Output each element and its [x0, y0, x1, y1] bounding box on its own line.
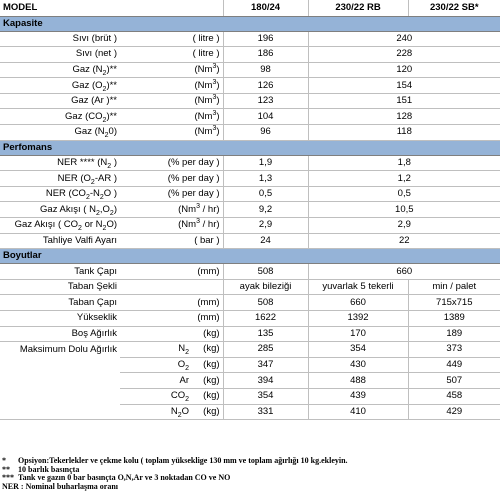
row-unit: ( litre ) [120, 47, 223, 63]
value-230-rb: 660 [308, 295, 408, 311]
value-230: 2,9 [308, 218, 500, 234]
value-180: 1,9 [223, 155, 308, 171]
row-label: Gaz Akışı ( $CO_2$ or $N_2O$) [0, 218, 120, 234]
row-label: Yükseklik [0, 311, 120, 327]
value-230-rb: 1392 [308, 311, 408, 327]
table-row [0, 186, 500, 202]
value-180: 98 [223, 62, 308, 78]
value-230-rb: yuvarlak 5 tekerli [308, 279, 408, 295]
value-230: 10,5 [308, 202, 500, 218]
value-230-sb: 507 [408, 373, 500, 389]
row-label: Gaz $(N_20)$ [0, 125, 120, 141]
section-boyutlar [0, 249, 500, 264]
table-row [0, 93, 500, 109]
row-label: Gaz (Ar )** [0, 93, 120, 109]
value-180: 508 [223, 295, 308, 311]
table-row [0, 109, 500, 125]
row-unit: (kg) [192, 388, 223, 404]
row-unit: ( litre ) [120, 31, 223, 47]
value-230-rb: 354 [308, 342, 408, 358]
row-label: Sıvı (brüt ) [0, 31, 120, 47]
value-230: 1,8 [308, 155, 500, 171]
value-230-sb: 458 [408, 388, 500, 404]
row-label: NER ($O_2-AR$ ) [0, 171, 120, 187]
row-label: Gaz $(CO_2)**$ [0, 109, 120, 125]
row-label: Gaz $(N_2)**$ [0, 62, 120, 78]
value-180: 135 [223, 326, 308, 342]
row-label: NER ($CO_2-N_2O$ ) [0, 186, 120, 202]
value-230-sb: 429 [408, 404, 500, 420]
header-model-2: 230/22 RB [308, 0, 408, 16]
value-180: 1,3 [223, 171, 308, 187]
section-title: Perfomans [0, 140, 500, 155]
value-230: 128 [308, 109, 500, 125]
footnote-mark: NER : [2, 481, 24, 491]
gas-label: $N_2O$ [120, 404, 192, 420]
table-row [0, 342, 500, 358]
value-180: 9,2 [223, 202, 308, 218]
value-180: 2,9 [223, 218, 308, 234]
value-230-sb: 449 [408, 357, 500, 373]
footnote [2, 483, 498, 492]
value-180: 347 [223, 357, 308, 373]
value-230: 22 [308, 233, 500, 249]
gas-label: Ar [120, 373, 192, 389]
value-180: 508 [223, 264, 308, 280]
row-unit: (kg) [192, 342, 223, 358]
value-180: 104 [223, 109, 308, 125]
table-row [0, 62, 500, 78]
header-model-3: 230/22 SB* [408, 0, 500, 16]
value-230-rb: 170 [308, 326, 408, 342]
value-230: 1,2 [308, 171, 500, 187]
row-unit: (Nm$^3$ / hr) [120, 202, 223, 218]
row-label: Tahliye Valfi Ayarı [0, 233, 120, 249]
row-unit: (kg) [120, 326, 223, 342]
section-performans [0, 140, 500, 155]
value-230: 151 [308, 93, 500, 109]
section-title: Kapasite [0, 16, 500, 31]
row-unit: (Nm$^3$ / hr) [120, 218, 223, 234]
footnote-mark: *** [2, 473, 14, 483]
row-unit: (Nm$^3$) [120, 125, 223, 141]
value-230-rb: 439 [308, 388, 408, 404]
row-unit: (mm) [120, 311, 223, 327]
value-230-rb: 488 [308, 373, 408, 389]
row-unit: (mm) [120, 264, 223, 280]
row-label: Gaz Akışı ( $N_2,O_2$) [0, 202, 120, 218]
header-row [0, 0, 500, 16]
section-title: Boyutlar [0, 249, 500, 264]
value-180: 285 [223, 342, 308, 358]
table-row [0, 326, 500, 342]
value-230-sb: 1389 [408, 311, 500, 327]
value-230-sb: min / palet [408, 279, 500, 295]
value-180: 1622 [223, 311, 308, 327]
value-230-sb: 373 [408, 342, 500, 358]
table-row [0, 125, 500, 141]
value-180: 354 [223, 388, 308, 404]
value-180: 126 [223, 78, 308, 94]
table-row [0, 233, 500, 249]
gas-label: $O_2$ [120, 357, 192, 373]
row-label: NER **** ($N_2$ ) [0, 155, 120, 171]
footnotes [2, 457, 498, 491]
row-label: Boş Ağırlık [0, 326, 120, 342]
row-unit: (kg) [192, 357, 223, 373]
value-230-sb: 715x715 [408, 295, 500, 311]
value-230-rb: 410 [308, 404, 408, 420]
section-kapasite [0, 16, 500, 31]
value-230: 240 [308, 31, 500, 47]
gas-label: $N_2$ [120, 342, 192, 358]
row-label: Taban Şekli [0, 279, 120, 295]
row-unit: ( bar ) [120, 233, 223, 249]
footnote-text: Opsiyon:Tekerlekler ve çekme kolu ( toplam yükseklige 130 mm ve toplam ağırlığı 10 kg.ekleyin. [18, 456, 348, 465]
table-row [0, 171, 500, 187]
value-180: 186 [223, 47, 308, 63]
value-230: 154 [308, 78, 500, 94]
value-230-sb: 189 [408, 326, 500, 342]
value-180: 196 [223, 31, 308, 47]
footnote-mark: * [2, 456, 6, 465]
row-unit: (% per day ) [120, 186, 223, 202]
row-unit: (kg) [192, 404, 223, 420]
table-row [0, 279, 500, 295]
row-unit: (Nm$^3$) [120, 62, 223, 78]
value-230: 228 [308, 47, 500, 63]
table-row [0, 311, 500, 327]
value-230: 660 [308, 264, 500, 280]
row-unit [120, 279, 223, 295]
row-unit: (% per day ) [120, 155, 223, 171]
header-model: MODEL [0, 0, 223, 16]
footnote-text: 10 barlık basınçta [18, 464, 80, 474]
table-row [0, 155, 500, 171]
row-unit: (% per day ) [120, 171, 223, 187]
value-180: ayak bileziği [223, 279, 308, 295]
value-180: 331 [223, 404, 308, 420]
row-label: Gaz $(O_2)**$ [0, 78, 120, 94]
table-row [0, 264, 500, 280]
table-row [0, 295, 500, 311]
row-unit: (Nm$^3$) [120, 93, 223, 109]
footnote-mark: ** [2, 464, 10, 474]
value-180: 96 [223, 125, 308, 141]
value-180: 394 [223, 373, 308, 389]
value-180: 123 [223, 93, 308, 109]
table-row [0, 47, 500, 63]
row-label: Taban Çapı [0, 295, 120, 311]
value-180: 24 [223, 233, 308, 249]
value-230: 0,5 [308, 186, 500, 202]
footnote-text: Tank ve gazın 0 bar basınçta O,N,Ar ve 3 noktadan CO ve NO [18, 473, 231, 483]
gas-label: $CO_2$ [120, 388, 192, 404]
row-label: Tank Çapı [0, 264, 120, 280]
value-180: 0,5 [223, 186, 308, 202]
value-230: 118 [308, 125, 500, 141]
table-row [0, 78, 500, 94]
row-label: Maksimum Dolu Ağırlık [0, 342, 120, 420]
value-230-rb: 430 [308, 357, 408, 373]
header-model-1: 180/24 [223, 0, 308, 16]
footnote-text: Nominal buharlaşma oranı [25, 481, 119, 491]
row-unit: (mm) [120, 295, 223, 311]
row-unit: (Nm$^3$) [120, 78, 223, 94]
row-unit: (Nm$^3$) [120, 109, 223, 125]
value-230: 120 [308, 62, 500, 78]
table-row [0, 31, 500, 47]
row-label: Sıvı (net ) [0, 47, 120, 63]
table-row [0, 202, 500, 218]
table-row [0, 218, 500, 234]
row-unit: (kg) [192, 373, 223, 389]
